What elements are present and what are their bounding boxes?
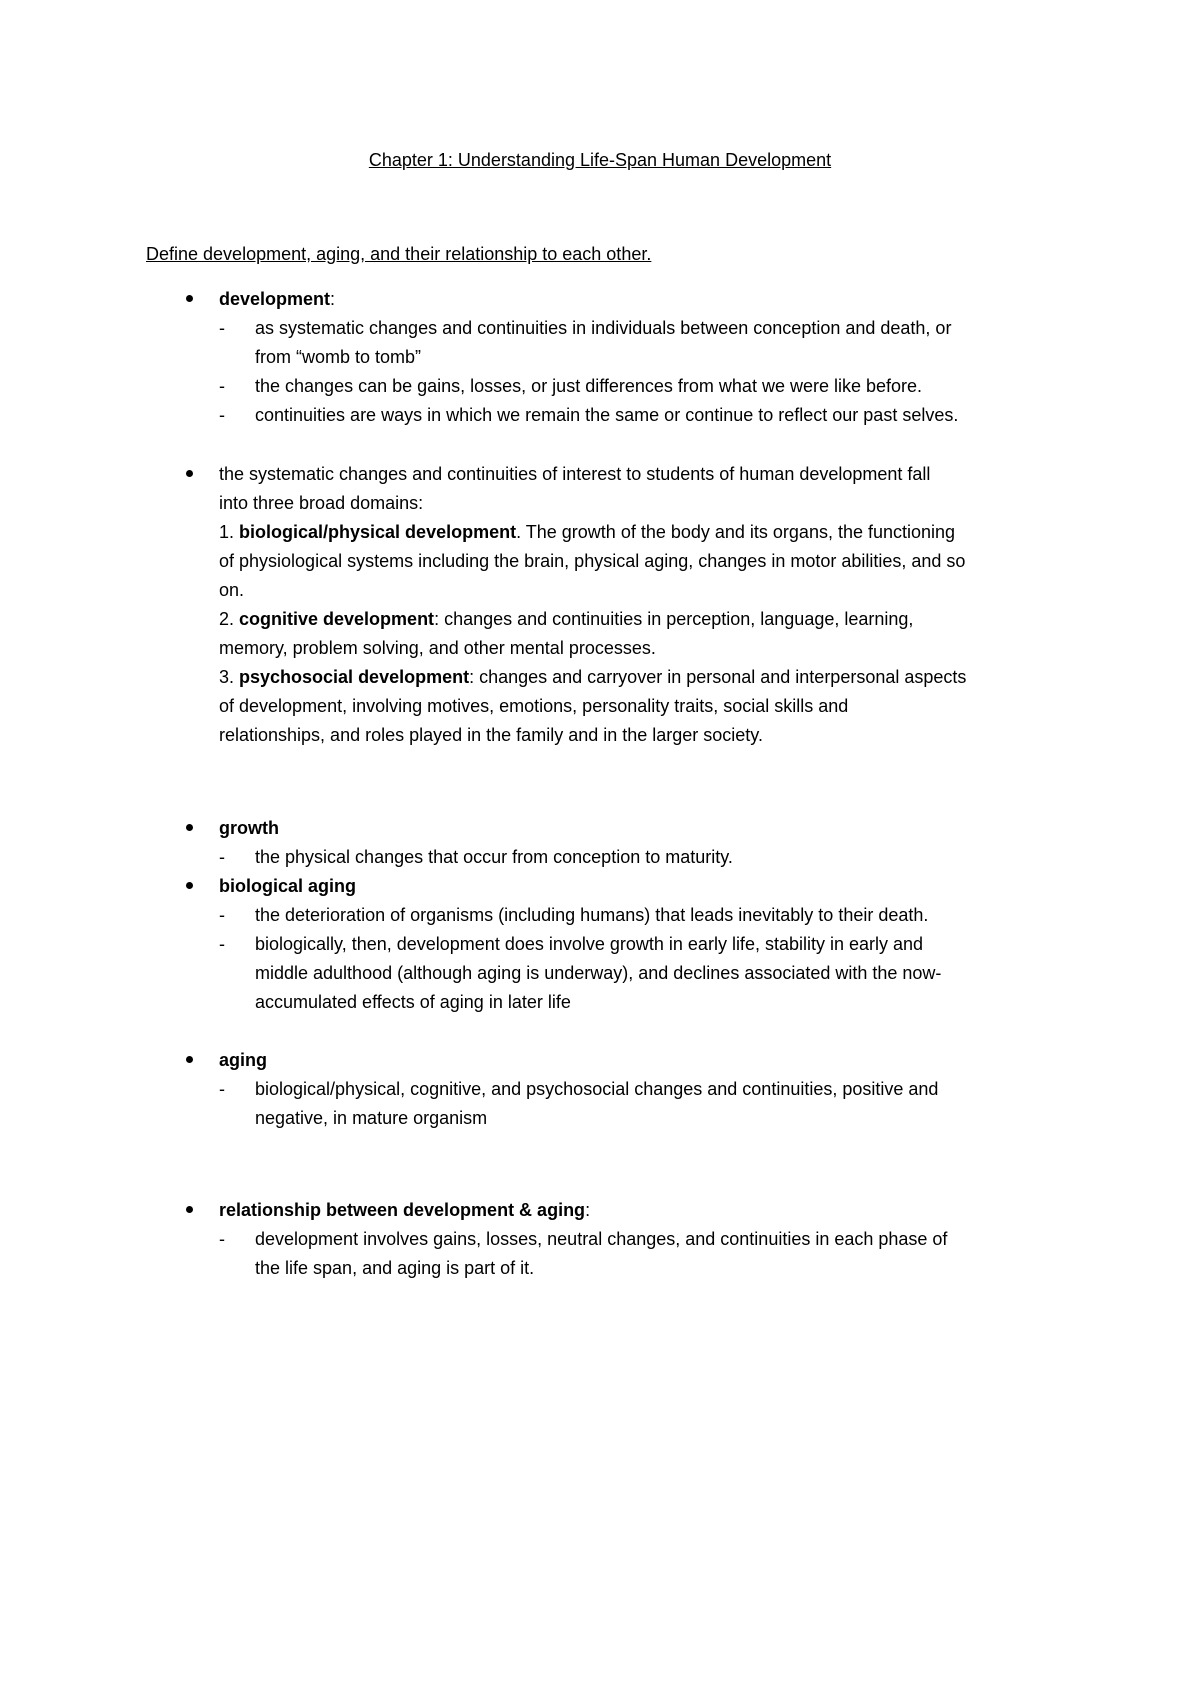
domain-1	[219, 520, 955, 544]
term-aging	[219, 1048, 267, 1072]
term-relationship	[219, 1198, 590, 1222]
domain-3-number: 3.	[219, 667, 240, 687]
development-point-3: continuities are ways in which we remain the same or continue to reflect our past selves.	[255, 405, 959, 425]
domain-1-term: biological/physical development	[239, 522, 517, 542]
term-development-label: development	[219, 289, 331, 309]
bullet-development	[186, 295, 193, 302]
domain-2-line-2: memory, problem solving, and other mental processes.	[219, 638, 656, 658]
biological-aging-point-2: biologically, then, development does involve growth in early life, stability in early and	[255, 934, 924, 954]
development-point-1: as systematic changes and continuities in individuals between conception and death, or	[255, 318, 952, 338]
page-title: Chapter 1: Understanding Life-Span Human Development	[368, 150, 832, 170]
term-biological-aging-label: biological aging	[219, 876, 357, 896]
domains-intro-line-2: into three broad domains:	[219, 493, 424, 513]
domain-3-line-3: relationships, and roles played in the family and in the larger society.	[219, 725, 763, 745]
term-growth	[219, 816, 279, 840]
aging-point-cont: negative, in mature organism	[255, 1108, 488, 1128]
bullet-aging	[186, 1056, 193, 1063]
aging-point: biological/physical, cognitive, and psychosocial changes and continuities, positive and	[255, 1079, 939, 1099]
term-relationship-suffix: :	[585, 1200, 591, 1220]
dash-marker: -	[219, 405, 225, 425]
domain-3-text: : changes and carryover in personal and interpersonal aspects	[469, 667, 967, 687]
development-point-1-cont: from “womb to tomb”	[255, 347, 422, 367]
domain-2-number: 2.	[219, 609, 240, 629]
relationship-point-cont: the life span, and aging is part of it.	[255, 1258, 535, 1278]
term-development-suffix: :	[330, 289, 336, 309]
domain-2-text: : changes and continuities in perception, language, learning,	[434, 609, 914, 629]
growth-point: the physical changes that occur from conception to maturity.	[255, 847, 733, 867]
section-prompt: Define development, aging, and their relationship to each other.	[146, 244, 652, 264]
biological-aging-point-1: the deterioration of organisms (including humans) that leads inevitably to their death.	[255, 905, 929, 925]
domain-1-line-2: of physiological systems including the brain, physical aging, changes in motor abilities, and so	[219, 551, 966, 571]
relationship-point: development involves gains, losses, neutral changes, and continuities in each phase of	[255, 1229, 948, 1249]
domain-1-line-3: on.	[219, 580, 245, 600]
domain-2-term: cognitive development	[239, 609, 435, 629]
domains-intro-line-1: the systematic changes and continuities of interest to students of human development fall	[219, 464, 931, 484]
domain-3-line-2: of development, involving motives, emotions, personality traits, social skills and	[219, 696, 849, 716]
dash-marker: -	[219, 376, 225, 396]
development-point-2: the changes can be gains, losses, or just differences from what we were like before.	[255, 376, 923, 396]
domain-3-term: psychosocial development	[239, 667, 470, 687]
domain-1-text: . The growth of the body and its organs, the functioning	[516, 522, 956, 542]
bullet-biological-aging	[186, 882, 193, 889]
term-relationship-label: relationship between development & aging	[219, 1200, 586, 1220]
domain-1-number: 1.	[219, 522, 240, 542]
term-aging-label: aging	[219, 1050, 267, 1070]
domain-3	[219, 665, 966, 689]
domain-2	[219, 607, 913, 631]
bullet-growth	[186, 824, 193, 831]
dash-marker: -	[219, 1229, 225, 1249]
bullet-relationship	[186, 1206, 193, 1213]
term-growth-label: growth	[219, 818, 279, 838]
dash-marker: -	[219, 847, 225, 867]
dash-marker: -	[219, 318, 225, 338]
term-development	[219, 287, 335, 311]
dash-marker: -	[219, 934, 225, 954]
term-biological-aging	[219, 874, 356, 898]
biological-aging-point-2-cont-2: accumulated effects of aging in later life	[255, 992, 571, 1012]
bullet-domains	[186, 470, 193, 477]
dash-marker: -	[219, 905, 225, 925]
biological-aging-point-2-cont-1: middle adulthood (although aging is underway), and declines associated with the now-	[255, 963, 942, 983]
dash-marker: -	[219, 1079, 225, 1099]
